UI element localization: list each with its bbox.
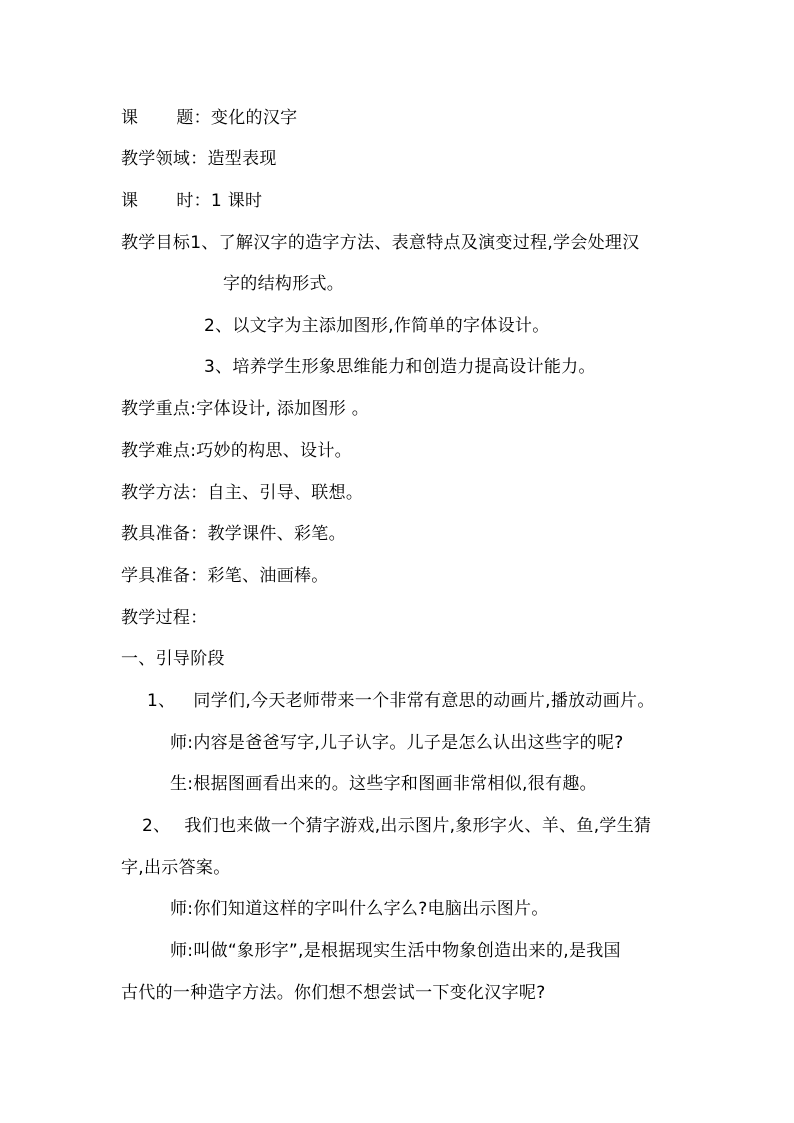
step-2-teacher-1: 师:你们知道这样的字叫什么字么?电脑出示图片。 [170, 899, 549, 919]
step-2-number: 2、 [142, 816, 171, 836]
hours-label-b: 时： [176, 191, 211, 211]
domain-label: 教学领域： [121, 149, 208, 169]
topic-value: 变化的汉字 [210, 108, 298, 128]
step-1-number: 1、 [147, 691, 176, 711]
objective-3: 3、培养学生形象思维能力和创造力提高设计能力。 [204, 357, 596, 377]
step-2-teacher-2-line-1: 师:叫做“象形字”,是根据现实生活中物象创造出来的,是我国 [170, 941, 621, 961]
teaching-method: 教学方法：自主、引导、联想。 [121, 483, 364, 503]
teacher-tools: 教具准备：教学课件、彩笔。 [121, 524, 346, 544]
topic-line [121, 107, 297, 129]
teaching-focus: 教学重点:字体设计, 添加图形 。 [121, 399, 370, 419]
topic-label-b: 题： [176, 108, 211, 128]
objective-1-line-2: 字的结构形式。 [223, 274, 345, 294]
domain-line [121, 148, 277, 170]
step-1-student: 生:根据图画看出来的。这些字和图画非常相似,很有趣。 [170, 774, 597, 794]
hours-label-a: 课 [121, 191, 139, 211]
step-2-line-1 [142, 815, 651, 837]
process-heading: 教学过程： [121, 608, 208, 628]
domain-value: 造型表现 [207, 149, 277, 169]
objective-1-line-1: 1、了解汉字的造字方法、表意特点及演变过程,学会处理汉 [190, 233, 640, 253]
objective-2: 2、以文字为主添加图形,作简单的字体设计。 [204, 316, 550, 336]
step-1-line [147, 690, 655, 712]
objectives-line-1 [121, 232, 640, 254]
hours-value: 1 课时 [210, 191, 263, 211]
topic-label-a: 课 [121, 108, 139, 128]
student-tools: 学具准备：彩笔、油画棒。 [121, 566, 329, 586]
teaching-difficulty: 教学难点:巧妙的构思、设计。 [121, 441, 352, 461]
step-2-text-line-1: 我们也来做一个猜字游戏,出示图片,象形字火、羊、鱼,学生猜 [184, 816, 652, 836]
hours-line [121, 190, 262, 212]
objectives-label: 教学目标 [121, 233, 191, 253]
step-1-text: 同学们,今天老师带来一个非常有意思的动画片,播放动画片。 [193, 691, 655, 711]
step-2-line-2: 字,出示答案。 [121, 858, 231, 878]
step-1-teacher: 师:内容是爸爸写字,儿子认字。儿子是怎么认出这些字的呢? [170, 733, 624, 753]
step-2-teacher-2-line-2: 古代的一种造字方法。你们想不想尝试一下变化汉字呢? [121, 983, 546, 1003]
section-1-heading: 一、引导阶段 [121, 649, 225, 669]
